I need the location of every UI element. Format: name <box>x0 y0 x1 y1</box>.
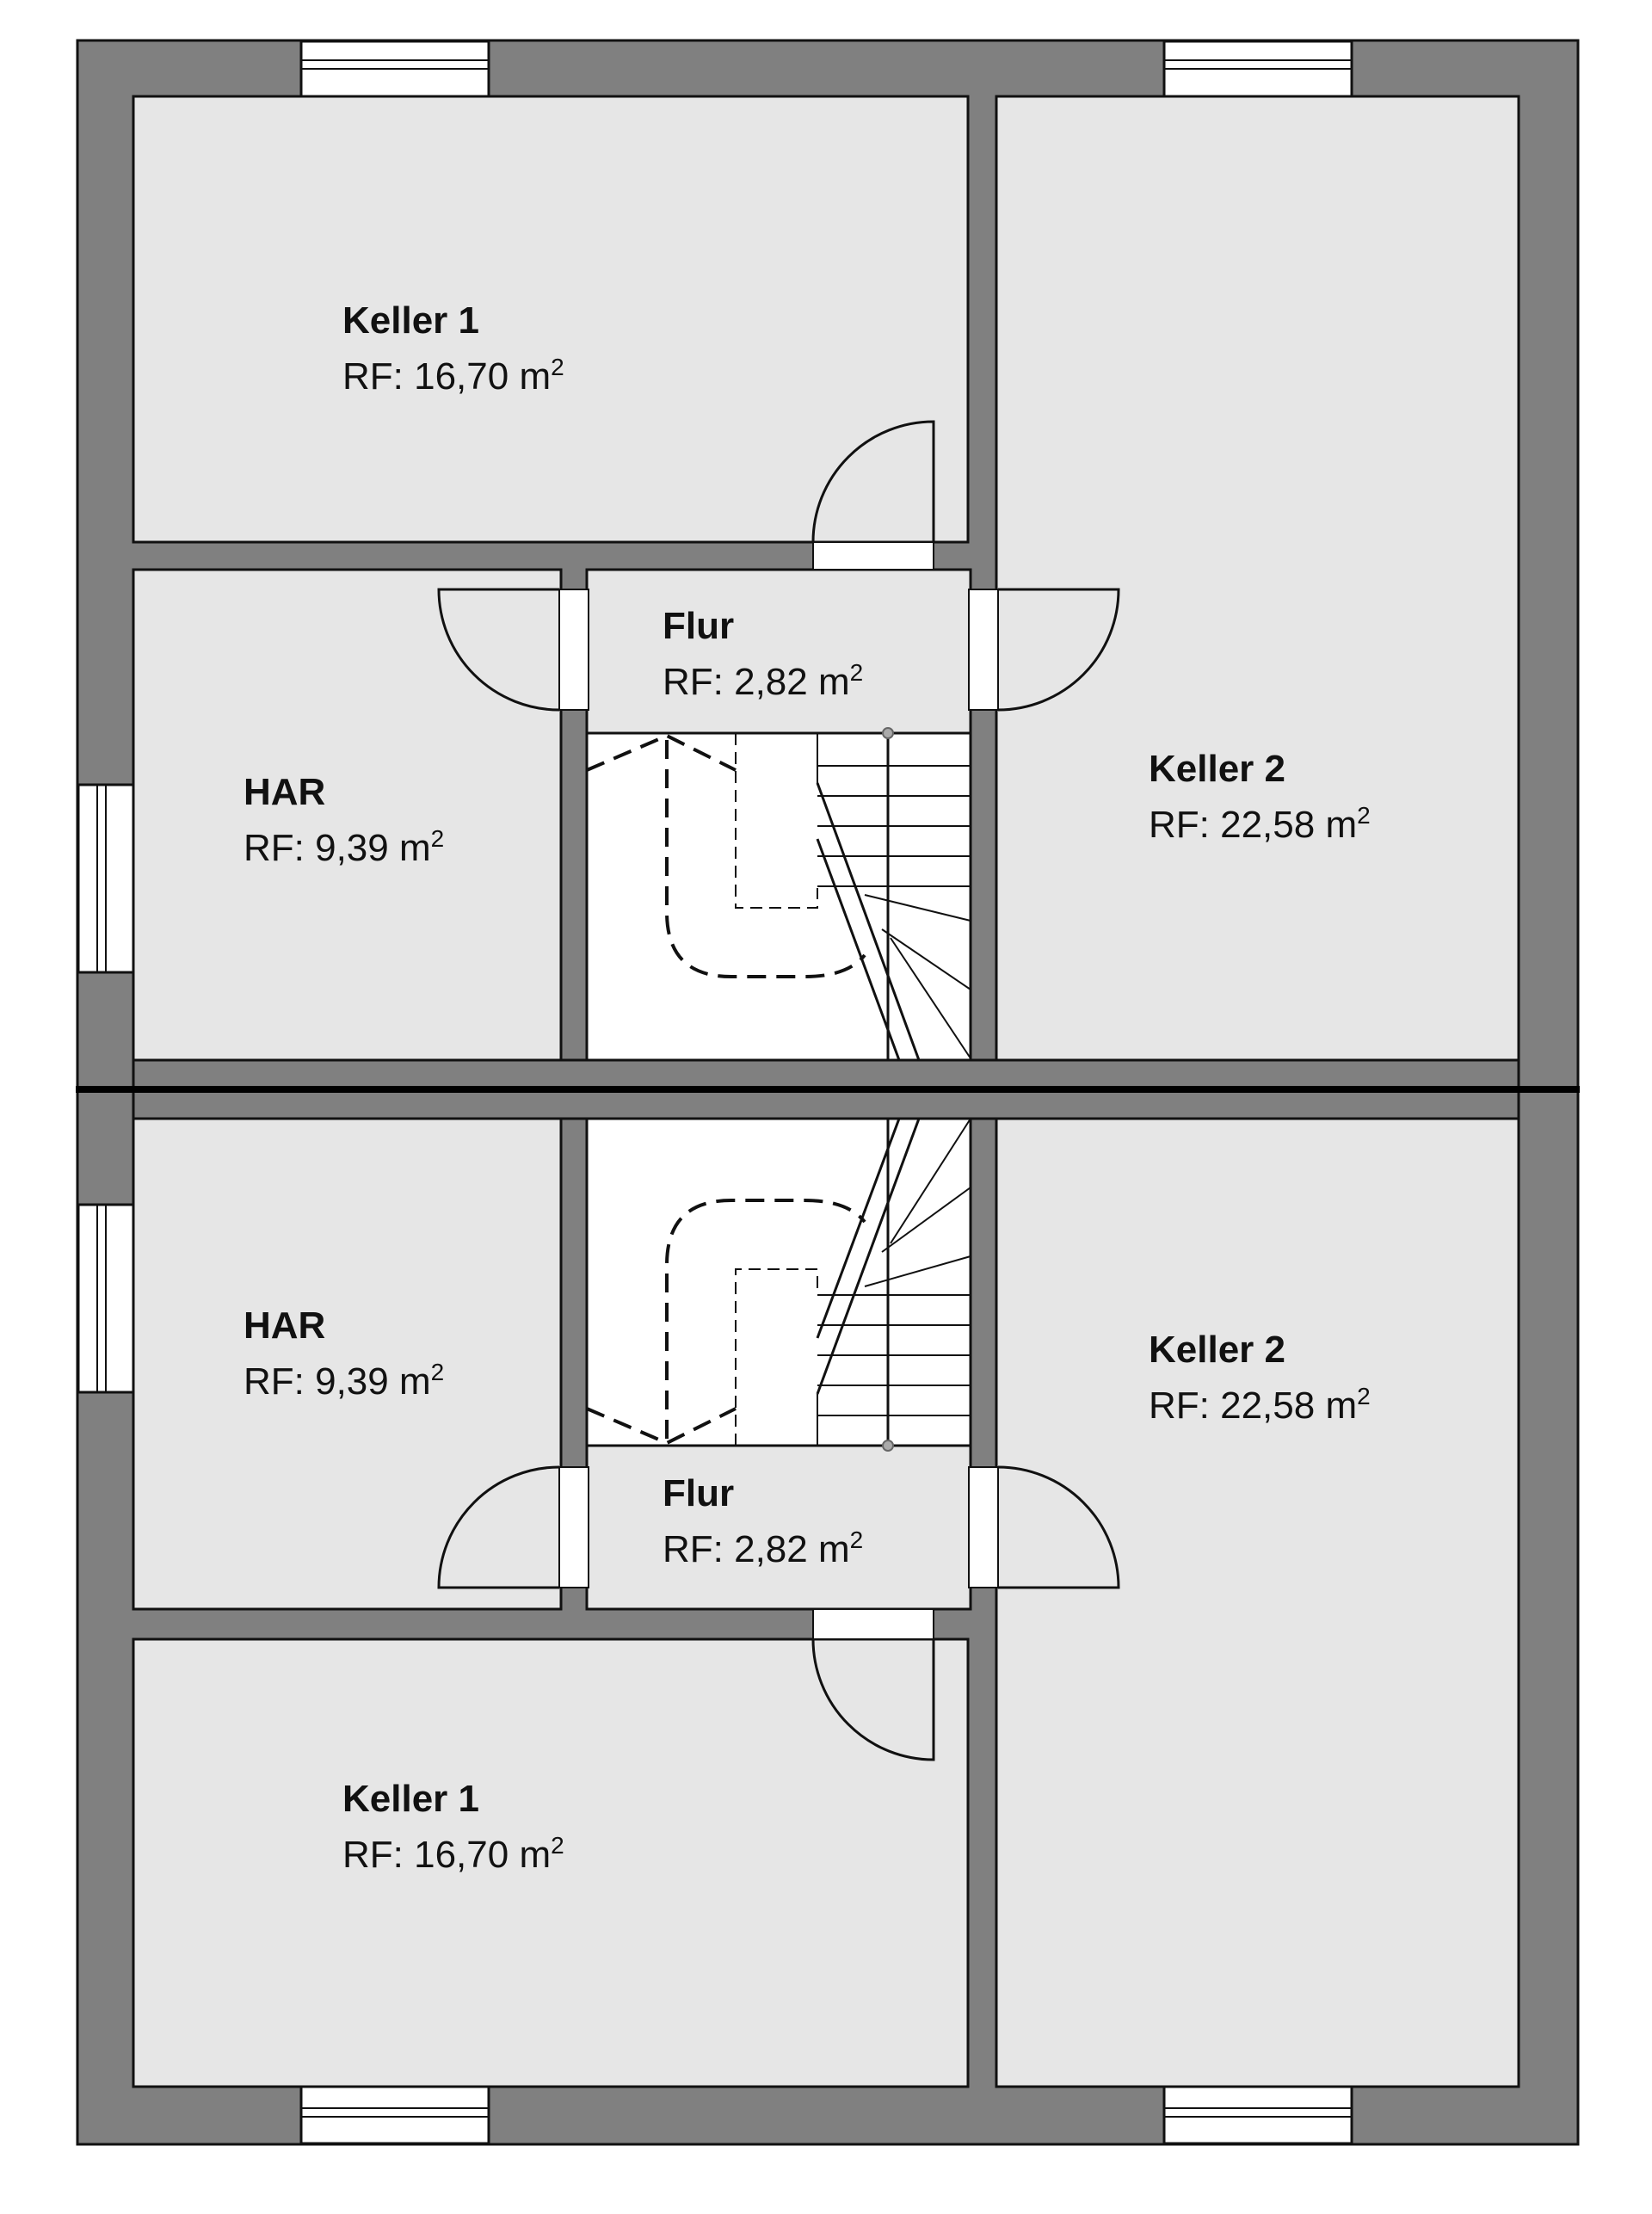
room-top-har <box>133 570 561 1060</box>
room-bottom-keller2 <box>996 1119 1519 2087</box>
room-name: HAR <box>243 771 326 813</box>
room-area: RF: 22,58 $m^2$ <box>1149 1383 1371 1427</box>
room-area: RF: 16,70 $m^2$ <box>342 354 564 398</box>
room-name: Flur <box>663 1472 735 1514</box>
door-opening-top-har <box>559 589 589 710</box>
window-left-top <box>78 785 133 972</box>
room-name: Keller 2 <box>1149 1329 1285 1371</box>
room-top-keller2 <box>996 96 1519 1060</box>
room-area: RF: 9,39 $m^2$ <box>243 825 445 869</box>
room-top-keller1 <box>133 96 968 542</box>
door-opening-bottom-keller1 <box>813 1609 934 1639</box>
door-opening-top-keller2 <box>969 589 998 710</box>
room-area: RF: 9,39 $m^2$ <box>243 1359 445 1403</box>
room-name: Keller 2 <box>1149 748 1285 790</box>
door-opening-bottom-keller2 <box>969 1467 998 1588</box>
door-opening-bottom-har <box>559 1467 589 1588</box>
room-bottom-flur <box>587 1446 971 1609</box>
room-top-flur <box>587 570 971 733</box>
room-name: Flur <box>663 605 735 647</box>
room-area: RF: 22,58 $m^2$ <box>1149 802 1371 846</box>
window-top-left <box>301 41 489 96</box>
room-name: HAR <box>243 1304 326 1347</box>
room-area: RF: 2,82 $m^2$ <box>663 1526 864 1570</box>
stair-bottom <box>587 1119 971 1446</box>
door-opening-top-keller1 <box>813 542 934 570</box>
window-top-right <box>1164 41 1352 96</box>
room-name: Keller 1 <box>342 1778 479 1820</box>
window-bottom-left <box>301 2087 489 2143</box>
room-area: RF: 16,70 $m^2$ <box>342 1832 564 1876</box>
room-area: RF: 2,82 $m^2$ <box>663 659 864 703</box>
stair-top <box>587 733 971 1060</box>
room-name: Keller 1 <box>342 299 479 342</box>
window-left-bottom <box>78 1205 133 1392</box>
window-bottom-right <box>1164 2087 1352 2143</box>
